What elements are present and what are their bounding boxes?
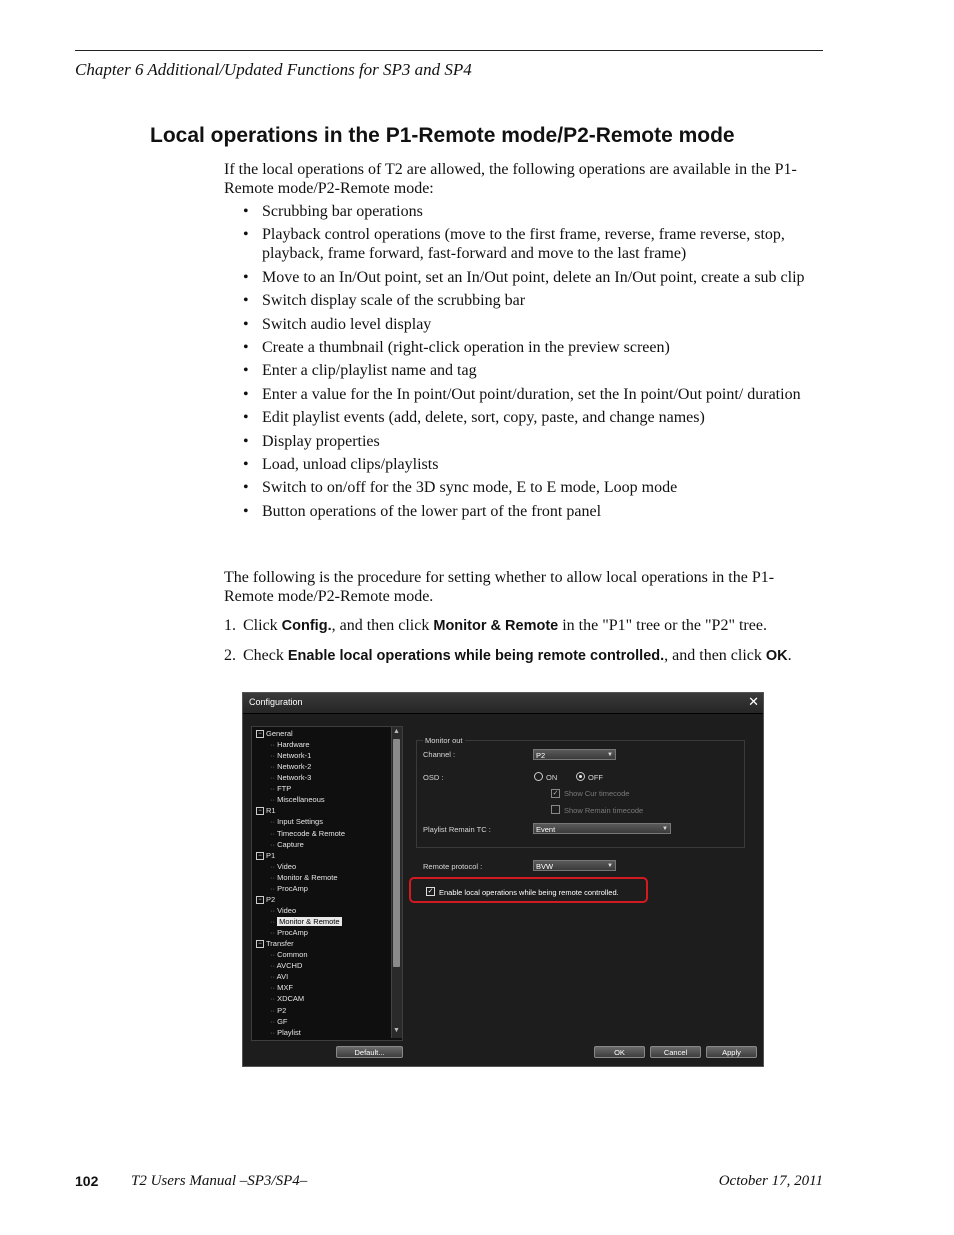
show-remain-timecode-label: Show Remain timecode (564, 806, 644, 815)
scrollbar-thumb[interactable] (393, 739, 400, 967)
default-button[interactable]: Default... (336, 1046, 403, 1058)
procedure-intro: The following is the procedure for setting whether to allow local operations in the P1-Remote mode/P2-Remote mode. (224, 569, 775, 605)
step-number: 1. (224, 617, 236, 634)
tree-connector: ·· (270, 861, 278, 871)
tree-item[interactable] (270, 983, 293, 993)
tree-item[interactable] (270, 862, 296, 872)
list-item: • Load, unload clips/playlists (243, 455, 813, 474)
tree-item-label: Capture (277, 839, 304, 849)
tree-connector: ·· (270, 784, 278, 794)
tree-item[interactable] (270, 950, 308, 960)
tree-item-label: FTP (277, 784, 292, 794)
header-rule (75, 50, 823, 51)
tree-connector: ·· (270, 983, 278, 993)
tree-item-label: Timecode & Remote (276, 828, 346, 838)
chevron-down-icon: ▼ (662, 826, 668, 832)
tree-connector: ·· (270, 917, 278, 927)
scroll-up-icon[interactable]: ▲ (393, 728, 400, 735)
tree-item-label: Monitor & Remote (279, 917, 340, 927)
tree-connector: ·· (270, 950, 278, 960)
configuration-dialog (242, 692, 764, 1067)
tree-node[interactable] (256, 851, 275, 861)
osd-label: OSD : (423, 773, 444, 782)
tree-item[interactable] (270, 829, 345, 839)
tree-item-label: R1 (266, 806, 276, 816)
tree-item-label: AVI (276, 972, 289, 982)
tree-item[interactable] (270, 784, 291, 794)
tree-item[interactable] (270, 1028, 301, 1038)
list-item: • Enter a value for the In point/Out point/duration, set the In point/Out point/ duration (243, 385, 813, 404)
step-2 (224, 646, 814, 666)
operations-list (243, 202, 813, 525)
tree-connector: ·· (270, 773, 278, 783)
tree-item-label: General (266, 729, 293, 738)
tree-connector: ·· (270, 1016, 278, 1026)
dialog-title-bar (243, 693, 763, 714)
remote-protocol-label: Remote protocol : (423, 862, 483, 871)
tree-item-label: Network-2 (277, 762, 312, 772)
tree-connector: ·· (270, 1027, 278, 1037)
cancel-button[interactable]: Cancel (650, 1046, 701, 1058)
tree-connector: ·· (270, 961, 277, 971)
channel-value: P2 (536, 751, 546, 760)
tree-item-label: Miscellaneous (277, 795, 325, 805)
tree-item[interactable] (270, 884, 308, 894)
list-item: • Playback control operations (move to the first frame, reverse, frame reverse, stop, playback, frame forward, fast-forward and move to the last frame) (243, 225, 813, 263)
tree-item-label: MXF (277, 983, 293, 993)
tree-item-label: ProcAmp (277, 928, 308, 938)
tree-node[interactable] (256, 806, 276, 816)
config-tree[interactable] (251, 726, 403, 1041)
tree-item-label: Playlist (277, 1027, 301, 1037)
intro-paragraph: If the local operations of T2 are allowed, the following operations are available in the P1-Remote mode/P2-Remote mode: (224, 161, 797, 197)
osd-off-radio[interactable] (576, 772, 585, 781)
tree-connector: ·· (270, 1005, 278, 1015)
ok-button[interactable]: OK (594, 1046, 645, 1058)
tree-connector: ·· (270, 740, 278, 750)
channel-label: Channel : (423, 750, 456, 759)
tree-connector: ·· (270, 751, 278, 761)
list-item: • Scrubbing bar operations (243, 202, 813, 221)
step-text: . (787, 647, 792, 664)
tree-connector: ·· (270, 905, 278, 915)
apply-button[interactable]: Apply (706, 1046, 757, 1058)
osd-on-label: ON (546, 773, 558, 782)
step-text: , and then click (331, 617, 434, 634)
tree-node[interactable] (256, 939, 294, 949)
tree-item-label: Hardware (277, 740, 310, 750)
osd-on-radio[interactable] (534, 772, 543, 781)
tree-scrollbar[interactable] (391, 727, 402, 1038)
list-item: • Create a thumbnail (right-click operation in the preview screen) (243, 338, 813, 357)
tree-item[interactable] (270, 906, 296, 916)
tree-connector: ·· (270, 762, 278, 772)
tree-item[interactable] (270, 917, 342, 927)
tree-connector: ·· (270, 795, 278, 805)
show-cur-timecode-label: Show Cur timecode (564, 789, 630, 798)
list-item: • Enter a clip/playlist name and tag (243, 361, 813, 380)
tree-item-label: Network-1 (277, 751, 312, 761)
chapter-header: Chapter 6 Additional/Updated Functions for SP3 and SP4 (75, 60, 472, 79)
enable-local-operations-checkbox[interactable]: ✓ (427, 888, 434, 895)
tree-item-label: Input Settings (277, 817, 323, 827)
tree-item-label: ProcAmp (277, 883, 308, 893)
tree-connector: ·· (270, 839, 278, 849)
list-item: • Switch to on/off for the 3D sync mode, E to E mode, Loop mode (243, 478, 813, 497)
collapse-icon[interactable]: − (256, 807, 264, 815)
tree-item-label: Common (277, 950, 308, 960)
monitor-out-group-label: Monitor out (425, 736, 463, 745)
tree-item[interactable] (270, 751, 311, 761)
collapse-icon[interactable]: − (256, 896, 264, 904)
tree-item[interactable] (270, 817, 323, 827)
ui-term-enable-local: Enable local operations while being remote controlled. (287, 648, 665, 664)
list-item: • Switch display scale of the scrubbing bar (243, 291, 813, 310)
tree-connector: ·· (270, 817, 278, 827)
step-text: Check (243, 647, 288, 664)
close-icon[interactable]: ✕ (748, 694, 759, 709)
list-item: • Edit playlist events (add, delete, sort, copy, paste, and change names) (243, 408, 813, 427)
footer-date: October 17, 2011 (718, 1173, 823, 1189)
tree-connector: ·· (270, 883, 278, 893)
tree-node[interactable] (256, 895, 275, 905)
tree-item-label: Network-3 (277, 773, 312, 783)
tree-item[interactable] (270, 840, 304, 850)
tree-item-label: Transfer (266, 939, 294, 949)
dialog-title: Configuration (249, 697, 303, 707)
tree-item-label: Video (277, 905, 297, 915)
ui-term-ok: OK (765, 648, 788, 664)
chevron-down-icon: ▼ (607, 752, 613, 758)
show-remain-timecode-checkbox[interactable] (551, 805, 560, 814)
list-item: • Button operations of the lower part of the front panel (243, 502, 813, 521)
collapse-icon[interactable]: − (256, 940, 264, 948)
tree-item[interactable] (270, 928, 308, 938)
step-1 (224, 616, 814, 636)
step-text: , and then click (664, 647, 766, 664)
chevron-down-icon: ▼ (607, 863, 613, 869)
tree-item[interactable] (270, 762, 311, 772)
enable-local-operations-label: Enable local operations while being remote controlled. (439, 888, 619, 897)
show-cur-timecode-checkbox[interactable]: ✓ (552, 790, 559, 797)
collapse-icon[interactable]: − (256, 730, 264, 738)
section-heading: Local operations in the P1-Remote mode/P2-Remote mode (150, 124, 735, 147)
tree-item[interactable] (270, 740, 310, 750)
tree-item[interactable] (270, 972, 288, 982)
playlist-remain-tc-select[interactable] (533, 823, 671, 834)
tree-connector: ·· (270, 928, 278, 938)
step-text: in the "P1" tree or the "P2" tree. (558, 617, 767, 634)
tree-item[interactable] (270, 795, 325, 805)
tree-item[interactable] (270, 1017, 288, 1027)
channel-select[interactable] (533, 749, 616, 760)
remote-protocol-select[interactable] (533, 860, 616, 871)
tree-item[interactable] (270, 1006, 286, 1016)
osd-off-label: OFF (588, 773, 603, 782)
list-item: • Display properties (243, 432, 813, 451)
tree-connector: ·· (270, 994, 278, 1004)
tree-item-label: Video (277, 861, 297, 871)
list-item: • Switch audio level display (243, 315, 813, 334)
tree-item[interactable] (270, 873, 338, 883)
tree-connector: ·· (270, 972, 277, 982)
step-number: 2. (224, 647, 236, 664)
playlist-remain-tc-label: Playlist Remain TC : (423, 825, 491, 834)
page-number: 102 (75, 1173, 99, 1189)
highlight-callout (409, 877, 648, 903)
tree-node[interactable] (256, 729, 293, 739)
collapse-icon[interactable]: − (256, 852, 264, 860)
tree-item-label: AVCHD (276, 961, 303, 971)
tree-connector: ·· (270, 872, 278, 882)
step-text: Click (243, 617, 282, 634)
scroll-down-icon[interactable]: ▼ (393, 1027, 400, 1034)
tree-item-label: P1 (266, 850, 276, 860)
playlist-remain-tc-value: Event (536, 825, 556, 834)
tree-item[interactable] (270, 994, 304, 1004)
tree-item-label: P2 (277, 1005, 287, 1015)
tree-item-label: XDCAM (277, 994, 305, 1004)
ui-term-monitor-remote: Monitor & Remote (433, 618, 559, 634)
tree-item-label: P2 (266, 894, 276, 904)
tree-item-label: GF (277, 1016, 288, 1026)
tree-item[interactable] (270, 961, 302, 971)
tree-item-label: Monitor & Remote (277, 872, 338, 882)
footer-title: T2 Users Manual –SP3/SP4– (131, 1173, 308, 1189)
tree-connector: ·· (270, 828, 277, 838)
tree-item[interactable] (270, 773, 311, 783)
list-item: • Move to an In/Out point, set an In/Out point, delete an In/Out point, create a sub clip (243, 268, 813, 287)
remote-protocol-value: BVW (536, 862, 554, 871)
ui-term-config: Config. (281, 618, 332, 634)
